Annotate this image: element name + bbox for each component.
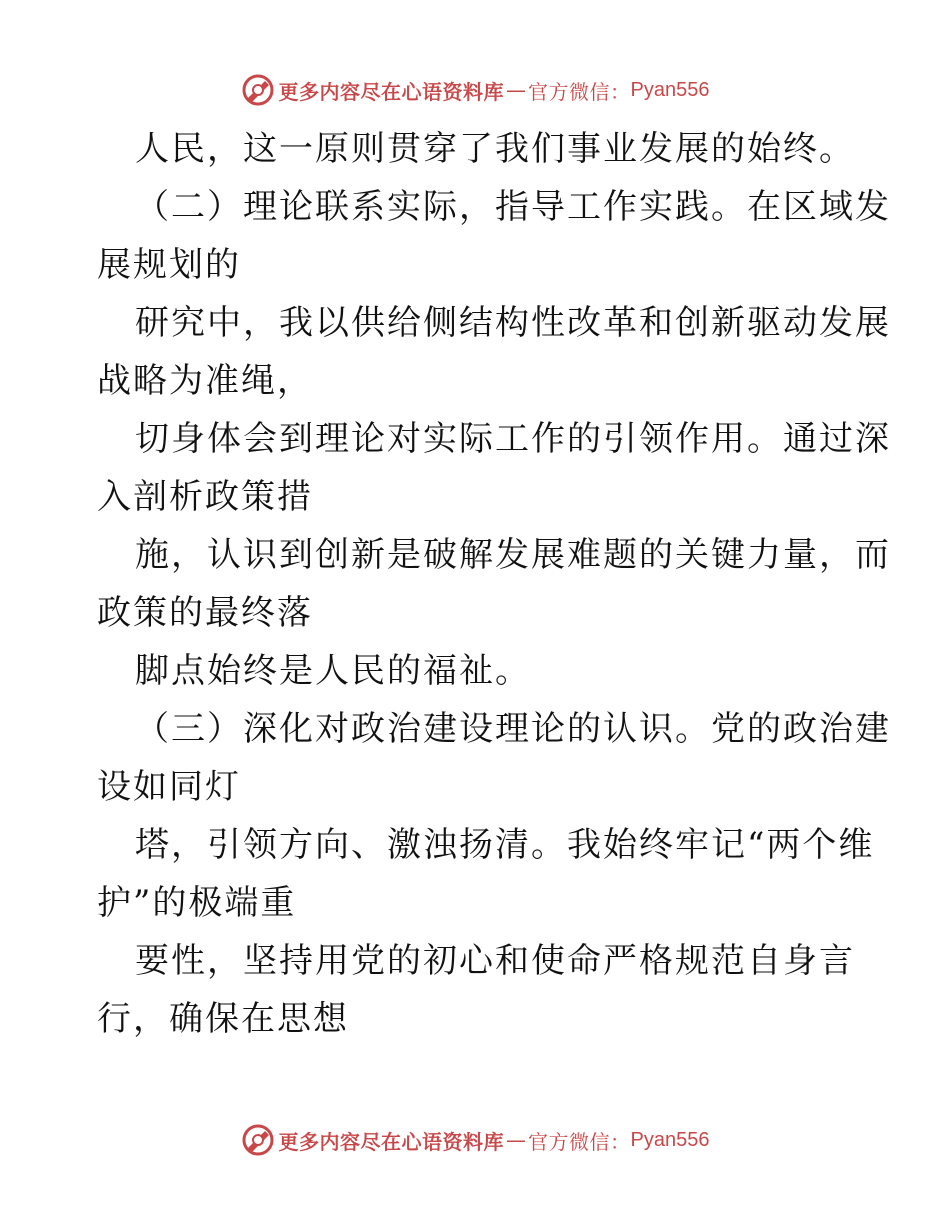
text-line: （三）深化对政治建设理论的认识。党的政治建 <box>135 709 891 749</box>
text-line: 政策的最终落 <box>97 593 313 633</box>
text-line: 施，认识到创新是破解发展难题的关键力量，而 <box>135 535 891 575</box>
text-line: 人民，这一原则贯穿了我们事业发展的始终。 <box>135 129 855 169</box>
text-line: 行，确保在思想 <box>97 999 349 1039</box>
watermark-dash: — <box>506 1128 527 1152</box>
text-line: 脚点始终是人民的福祉。 <box>135 651 531 691</box>
document-body <box>97 120 891 1048</box>
text-line: 设如同灯 <box>97 767 241 807</box>
text-line: 要性，坚持用党的初心和使命严格规范自身言 <box>135 941 855 981</box>
text-line: 战略为准绳， <box>97 361 313 401</box>
watermark-label: 官方微信： <box>528 79 631 104</box>
text-line: 入剖析政策措 <box>97 477 313 517</box>
watermark-label: 官方微信： <box>528 1129 631 1154</box>
text-line: 护”的极端重 <box>97 883 297 923</box>
watermark-wechat-id: Pyan556 <box>630 78 710 101</box>
watermark-dash: — <box>506 78 527 102</box>
text-line: 研究中，我以供给侧结构性改革和创新驱动发展 <box>135 303 891 343</box>
header-watermark <box>0 70 950 110</box>
text-line: 切身体会到理论对实际工作的引领作用。通过深 <box>135 419 891 459</box>
watermark-wechat-id: Pyan556 <box>630 1128 710 1151</box>
watermark-brand: 更多内容尽在心语资料库 <box>278 79 505 104</box>
footer-watermark <box>0 1120 950 1160</box>
watermark-brand: 更多内容尽在心语资料库 <box>278 1129 505 1154</box>
text-line: 塔，引领方向、激浊扬清。我始终牢记“两个维 <box>135 825 875 865</box>
text-line: （二）理论联系实际，指导工作实践。在区域发 <box>135 187 891 227</box>
watermark-logo-icon <box>241 73 275 107</box>
text-line: 展规划的 <box>97 245 241 285</box>
watermark-logo-icon <box>241 1123 275 1157</box>
